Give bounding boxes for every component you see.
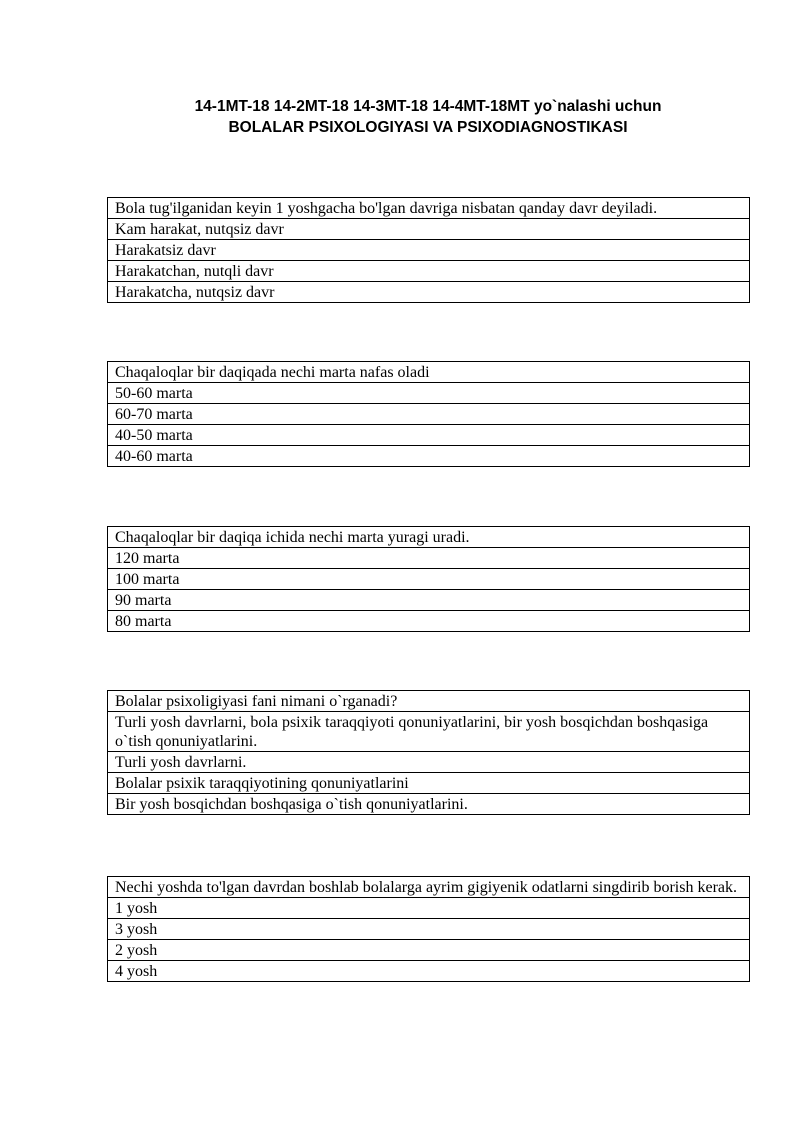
answer-option: Bir yosh bosqichdan boshqasiga o`tish qonuniyatlarini.	[108, 794, 750, 815]
question-block-2	[107, 361, 750, 467]
question-text: Bola tug'ilganidan keyin 1 yoshgacha bo'lgan davriga nisbatan qanday davr deyiladi.	[108, 198, 750, 219]
answer-option: 100 marta	[108, 569, 750, 590]
document-header	[0, 96, 800, 138]
answer-option: Harakatchan, nutqli davr	[108, 261, 750, 282]
answer-option: 40-60 marta	[108, 446, 750, 467]
question-block-5	[107, 876, 750, 982]
question-text: Chaqaloqlar bir daqiqa ichida nechi marta yuragi uradi.	[108, 527, 750, 548]
answer-option: 60-70 marta	[108, 404, 750, 425]
answer-option: Harakatcha, nutqsiz davr	[108, 282, 750, 303]
question-text: Chaqaloqlar bir daqiqada nechi marta nafas oladi	[108, 362, 750, 383]
answer-option: 90 marta	[108, 590, 750, 611]
answer-option: Kam harakat, nutqsiz davr	[108, 219, 750, 240]
answer-option: 50-60 marta	[108, 383, 750, 404]
answer-option: Harakatsiz davr	[108, 240, 750, 261]
question-block-4	[107, 690, 750, 815]
answer-option: 4 yosh	[108, 961, 750, 982]
header-subject-title: BOLALAR PSIXOLOGIYASI VA PSIXODIAGNOSTIKASI	[228, 119, 628, 136]
answer-option: 40-50 marta	[108, 425, 750, 446]
question-text: Bolalar psixoligiyasi fani nimani o`rganadi?	[108, 691, 750, 712]
answer-option: 120 marta	[108, 548, 750, 569]
question-block-1	[107, 197, 750, 303]
answer-option: Bolalar psixik taraqqiyotining qonuniyatlarini	[108, 773, 750, 794]
header-groups-line: 14-1MT-18 14-2MT-18 14-3MT-18 14-4MT-18MT yo`nalashi uchun	[194, 98, 662, 115]
question-block-3	[107, 526, 750, 632]
answer-option: 80 marta	[108, 611, 750, 632]
answer-option: Turli yosh davrlarni, bola psixik taraqqiyoti qonuniyatlarini, bir yosh bosqichdan boshqasiga o`tish qonuniyatlarini.	[108, 712, 750, 752]
question-text: Nechi yoshda to'lgan davrdan boshlab bolalarga ayrim gigiyenik odatlarni singdirib borish kerak.	[108, 877, 750, 898]
answer-option: 3 yosh	[108, 919, 750, 940]
answer-option: Turli yosh davrlarni.	[108, 752, 750, 773]
answer-option: 2 yosh	[108, 940, 750, 961]
answer-option: 1 yosh	[108, 898, 750, 919]
